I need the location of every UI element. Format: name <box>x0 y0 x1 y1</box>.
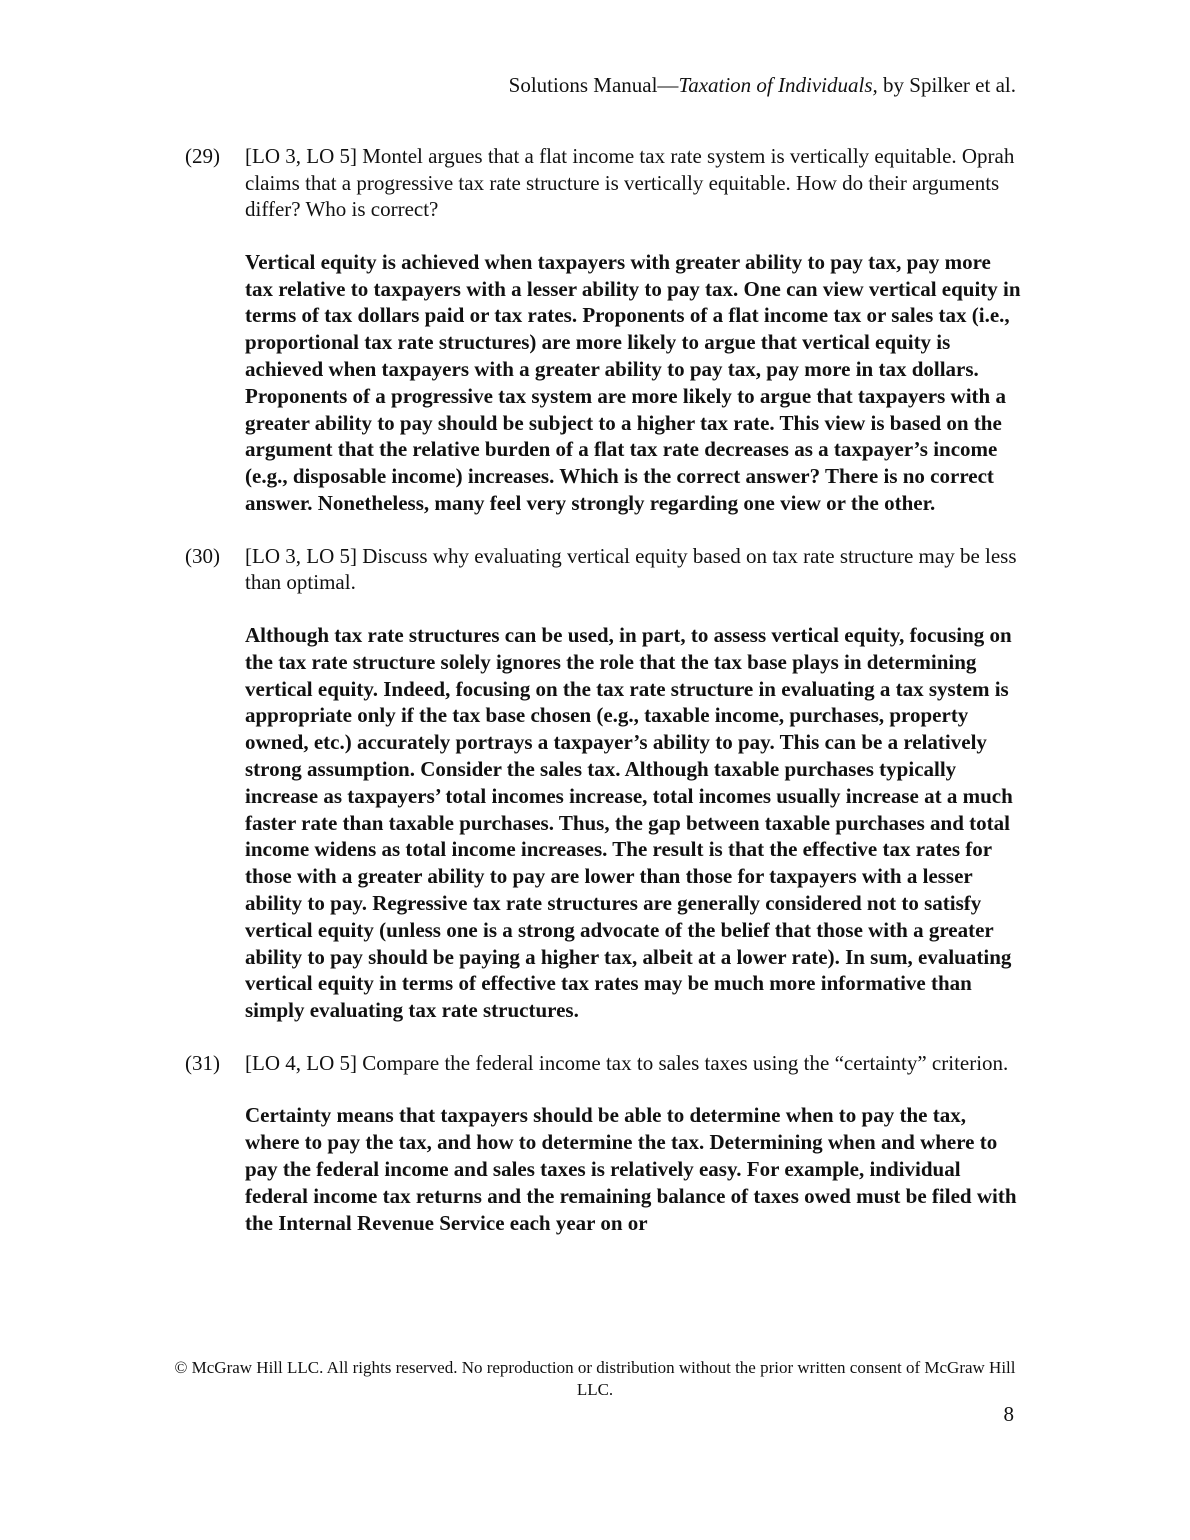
question-block-30 <box>185 543 1021 1024</box>
question-number: (29) <box>185 144 220 168</box>
question-31 <box>185 1050 1021 1077</box>
question-30 <box>185 543 1021 596</box>
answer-30: Although tax rate structures can be used, in part, to assess vertical equity, focusing on the tax rate structure solely ignores the role that the tax base plays in determining vertical equity. Indeed, focusing on the tax rate structure in evaluating a tax system is appropriate only if the tax base chosen (e.g., taxable income, purchases, property owned, etc.) accurately portrays a taxpayer’s ability to pay. This can be a relatively strong assumption. Consider the sales tax. Although taxable purchases typically increase as taxpayers’ total incomes increase, total incomes usually increase at a much faster rate than taxable purchases. Thus, the gap between taxable purchases and total income widens as total income increases. The result is that the effective tax rates for those with a greater ability to pay are lower than those for taxpayers with a lesser ability to pay. Regressive tax rate structures are generally considered not to satisfy vertical equity (unless one is a strong advocate of the belief that those with a greater ability to pay should be paying a higher tax, albeit at a lower rate). In sum, evaluating vertical equity in terms of effective tax rates may be much more informative than simply evaluating tax rate structures. <box>245 622 1013 1023</box>
page-content <box>185 143 1021 1262</box>
answer-29: Vertical equity is achieved when taxpayers with greater ability to pay tax, pay more tax relative to taxpayers with a lesser ability to pay tax. One can view vertical equity in terms of tax dollars paid or tax rates. Proponents of a flat income tax or sales tax (i.e., proportional tax rate structures) are more likely to argue that vertical equity is achieved when taxpayers with a greater ability to pay tax, pay more in tax dollars. Proponents of a progressive tax system are more likely to argue that taxpayers with a greater ability to pay should be subject to a higher tax rate. This view is based on the argument that the relative burden of a flat tax rate decreases as a taxpayer’s income (e.g., disposable income) increases. Which is the correct answer? There is no correct answer. Nonetheless, many feel very strongly regarding one view or the other. <box>245 249 1021 515</box>
question-number: (31) <box>185 1050 220 1075</box>
header-prefix: Solutions Manual— <box>508 73 679 97</box>
question-number: (30) <box>185 543 220 568</box>
header-suffix: by Spilker et al. <box>877 73 1016 97</box>
question-text: [LO 4, LO 5] Compare the federal income tax to sales taxes using the “certainty” criterion. <box>245 1050 1009 1075</box>
answer-31: Certainty means that taxpayers should be able to determine when to pay the tax, where to pay the tax, and how to determine the tax. Determining when and where to pay the federal income and sales taxes is relatively easy. For example, individual federal income tax returns and the remaining balance of taxes owed must be filed with the Internal Revenue Service each year on or <box>245 1103 1017 1235</box>
copyright-footer: © McGraw Hill LLC. All rights reserved. No reproduction or distribution without the prior written consent of McGraw Hill LLC. <box>174 1358 1016 1399</box>
page-number: 8 <box>1003 1402 1014 1426</box>
running-header <box>509 72 1016 98</box>
question-block-31 <box>185 1050 1021 1237</box>
header-book-title: Taxation of Individuals, <box>678 73 878 97</box>
question-text: [LO 3, LO 5] Discuss why evaluating vertical equity based on tax rate structure may be less than optimal. <box>245 543 1017 595</box>
question-block-29 <box>185 143 1021 517</box>
question-29 <box>185 143 1021 223</box>
question-text: [LO 3, LO 5] Montel argues that a flat income tax rate system is vertically equitable. Oprah claims that a progressive tax rate structure is vertically equitable. How do their arguments differ? Who is correct? <box>245 144 1015 222</box>
